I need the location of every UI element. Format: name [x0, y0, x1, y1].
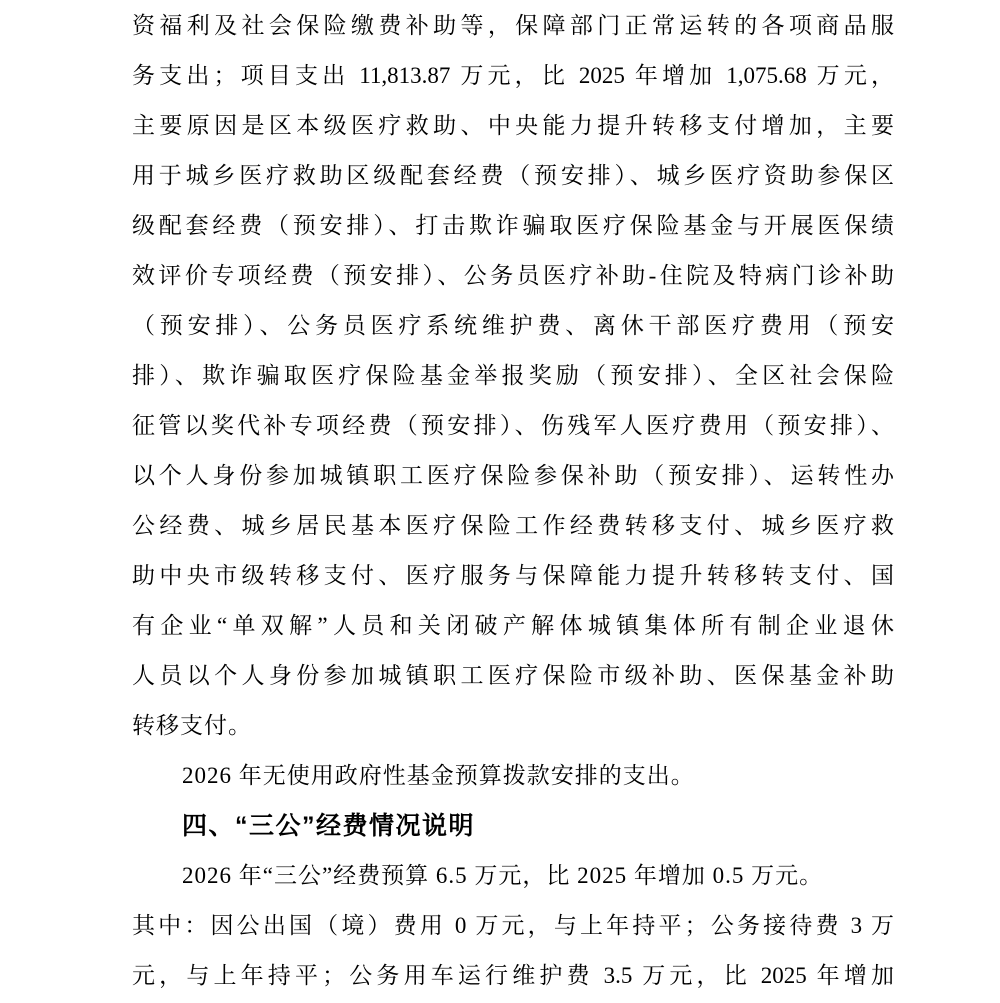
text-line: 排）、欺诈骗取医疗保险基金举报奖励（预安排）、全区社会保险 [132, 363, 894, 388]
document-body [132, 1, 894, 1001]
text-line: 2026 年“三公”经费预算 6.5 万元，比 2025 年增加 0.5 万元。 [182, 863, 824, 888]
text-line: 元，与上年持平；公务用车运行维护费 3.5 万元，比 2025 年增加 [132, 963, 895, 988]
text-line: 人员以个人身份参加城镇职工医疗保险市级补助、医保基金补助 [132, 663, 894, 688]
text-line: 效评价专项经费（预安排）、公务员医疗补助-住院及特病门诊补助 [132, 263, 894, 288]
text-line: 2026 年无使用政府性基金预算拨款安排的支出。 [182, 763, 695, 788]
text-line: 其中：因公出国（境）费用 0 万元，与上年持平；公务接待费 3 万 [132, 913, 894, 938]
text-line: 主要原因是区本级医疗救助、中央能力提升转移支付增加，主要 [132, 113, 894, 138]
text-line: 用于城乡医疗救助区级配套经费（预安排）、城乡医疗资助参保区 [132, 163, 894, 188]
text-line: 助中央市级转移支付、医疗服务与保障能力提升转移转支付、国 [132, 563, 894, 588]
text-line: 有企业“单双解”人员和关闭破产解体城镇集体所有制企业退休 [132, 613, 894, 638]
text-line: 资福利及社会保险缴费补助等，保障部门正常运转的各项商品服 [132, 13, 894, 38]
text-line: 以个人身份参加城镇职工医疗保险参保补助（预安排）、运转性办 [132, 463, 894, 488]
text-line: 级配套经费（预安排）、打击欺诈骗取医疗保险基金与开展医保绩 [132, 213, 894, 238]
text-line: 征管以奖代补专项经费（预安排）、伤残军人医疗费用（预安排）、 [132, 413, 894, 438]
text-line: 转移支付。 [132, 713, 252, 738]
document-page [132, 1, 894, 1001]
text-line: （预安排）、公务员医疗系统维护费、离休干部医疗费用（预安 [132, 313, 894, 338]
text-line: 公经费、城乡居民基本医疗保险工作经费转移支付、城乡医疗救 [132, 513, 894, 538]
section-heading: 四、“三公”经费情况说明 [182, 812, 476, 840]
text-line: 务支出；项目支出 11,813.87 万元，比 2025 年增加 1,075.68 万元， [132, 63, 894, 88]
